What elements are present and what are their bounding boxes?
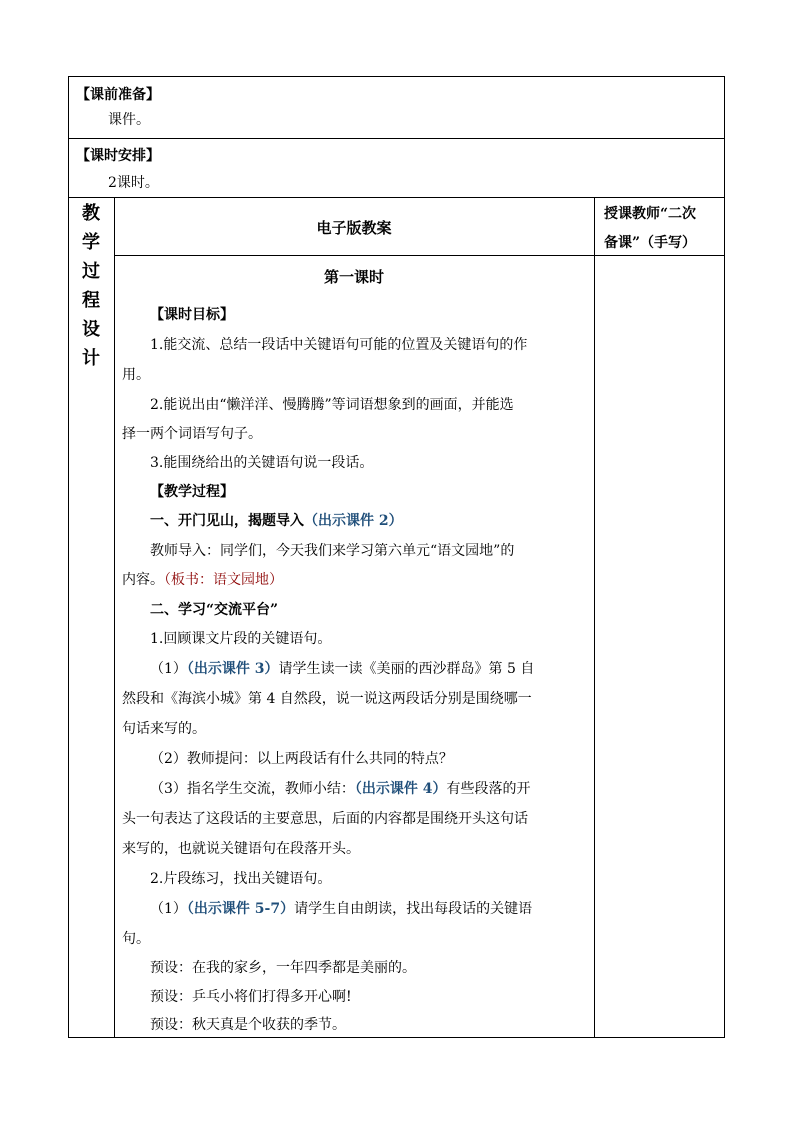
preset-1: 预设：在我的家乡，一年四季都是美丽的。 [150,960,416,976]
left-col-char: 教 [82,203,100,224]
p1-num: （1） [150,661,187,677]
p3-text-pre: （3）指名学生交流，教师小结： [150,781,355,797]
goal-2-line-a: 2.能说出由“懒洋洋、慢腾腾”等词语想象到的画面，并能选 [150,397,514,413]
p1-text: 请学生读一读《美丽的西沙群岛》第 5 自 [278,661,535,677]
row-divider-schedule [68,197,725,198]
goal-1-line-a: 1.能交流、总结一段话中关键语句可能的位置及关键语句的作 [150,337,528,353]
section-2-title: 二、学习“交流平台” [150,602,279,618]
p2-line: （2）教师提问：以上两段话有什么共同的特点？ [150,751,453,767]
q1-line-a [150,902,532,916]
p1-line-a [150,662,534,676]
section-1-courseware-ref: （出示课件 2） [304,513,403,529]
goals-heading: 【课时目标】 [150,307,234,323]
q1-courseware-ref: （出示课件 5-7） [186,901,295,917]
step-1: 1.回顾课文片段的关键语句。 [150,631,332,647]
p3-text-post: 有些段落的开 [446,781,531,797]
section-1-line [150,514,403,528]
prep-heading: 【课前准备】 [76,87,160,103]
table-border-right [724,76,725,1038]
left-col-char: 设 [82,319,100,340]
table-border-top [68,76,725,77]
q1-text: 请学生自由朗读，找出每段话的关键语 [294,901,533,917]
left-col-char: 过 [82,261,100,282]
header-right-line1: 授课教师“二次 [604,206,697,222]
intro-line-b [122,573,283,587]
left-col-char: 学 [82,232,100,253]
section-1-title: 一、开门见山，揭题导入 [150,513,304,529]
board-note: （板书：语文园地） [164,572,283,588]
p1-line-c: 句话来写的。 [122,721,206,737]
row-divider-prep [68,138,725,139]
lesson-title: 第一课时 [323,268,384,286]
process-heading: 【教学过程】 [150,484,234,500]
schedule-heading: 【课时安排】 [76,148,160,164]
left-col-char: 程 [82,290,100,311]
header-center: 电子版教案 [316,219,392,237]
q1-num: （1） [150,901,187,917]
prep-content: 课件。 [108,112,150,128]
row-divider-header [114,255,725,256]
schedule-content: 2课时。 [108,175,159,191]
p3-line-c: 来写的，也就说关键语句在段落开头。 [122,841,360,857]
goal-3: 3.能围绕给出的关键语句说一段话。 [150,455,374,471]
p1-line-b: 然段和《海滨小城》第 4 自然段，说一说这两段话分别是围绕哪一 [122,691,532,707]
p3-line-a [150,782,531,796]
p1-courseware-ref: （出示课件 3） [186,661,279,677]
p3-line-b: 头一句表达了这段话的主要意思，后面的内容都是围绕开头这句话 [122,811,528,827]
table-border-bottom [68,1037,725,1038]
preset-2: 预设：乒乓小将们打得多开心啊! [150,989,352,1005]
step-2: 2.片段练习，找出关键语句。 [150,871,332,887]
goal-2-line-b: 择一两个词语写句子。 [122,426,262,442]
left-col-char: 计 [82,348,100,369]
col-divider-right [594,197,595,1038]
intro-line-a: 教师导入：同学们，今天我们来学习第六单元“语文园地”的 [150,543,515,559]
preset-3: 预设：秋天真是个收获的季节。 [150,1017,346,1033]
intro-line-b-text: 内容。 [122,572,164,588]
p3-courseware-ref: （出示课件 4） [354,781,447,797]
header-right-line2: 备课”（手写） [604,235,697,251]
col-divider-left [114,197,115,1038]
q1-line-b: 句。 [122,931,150,947]
goal-1-line-b: 用。 [122,367,150,383]
